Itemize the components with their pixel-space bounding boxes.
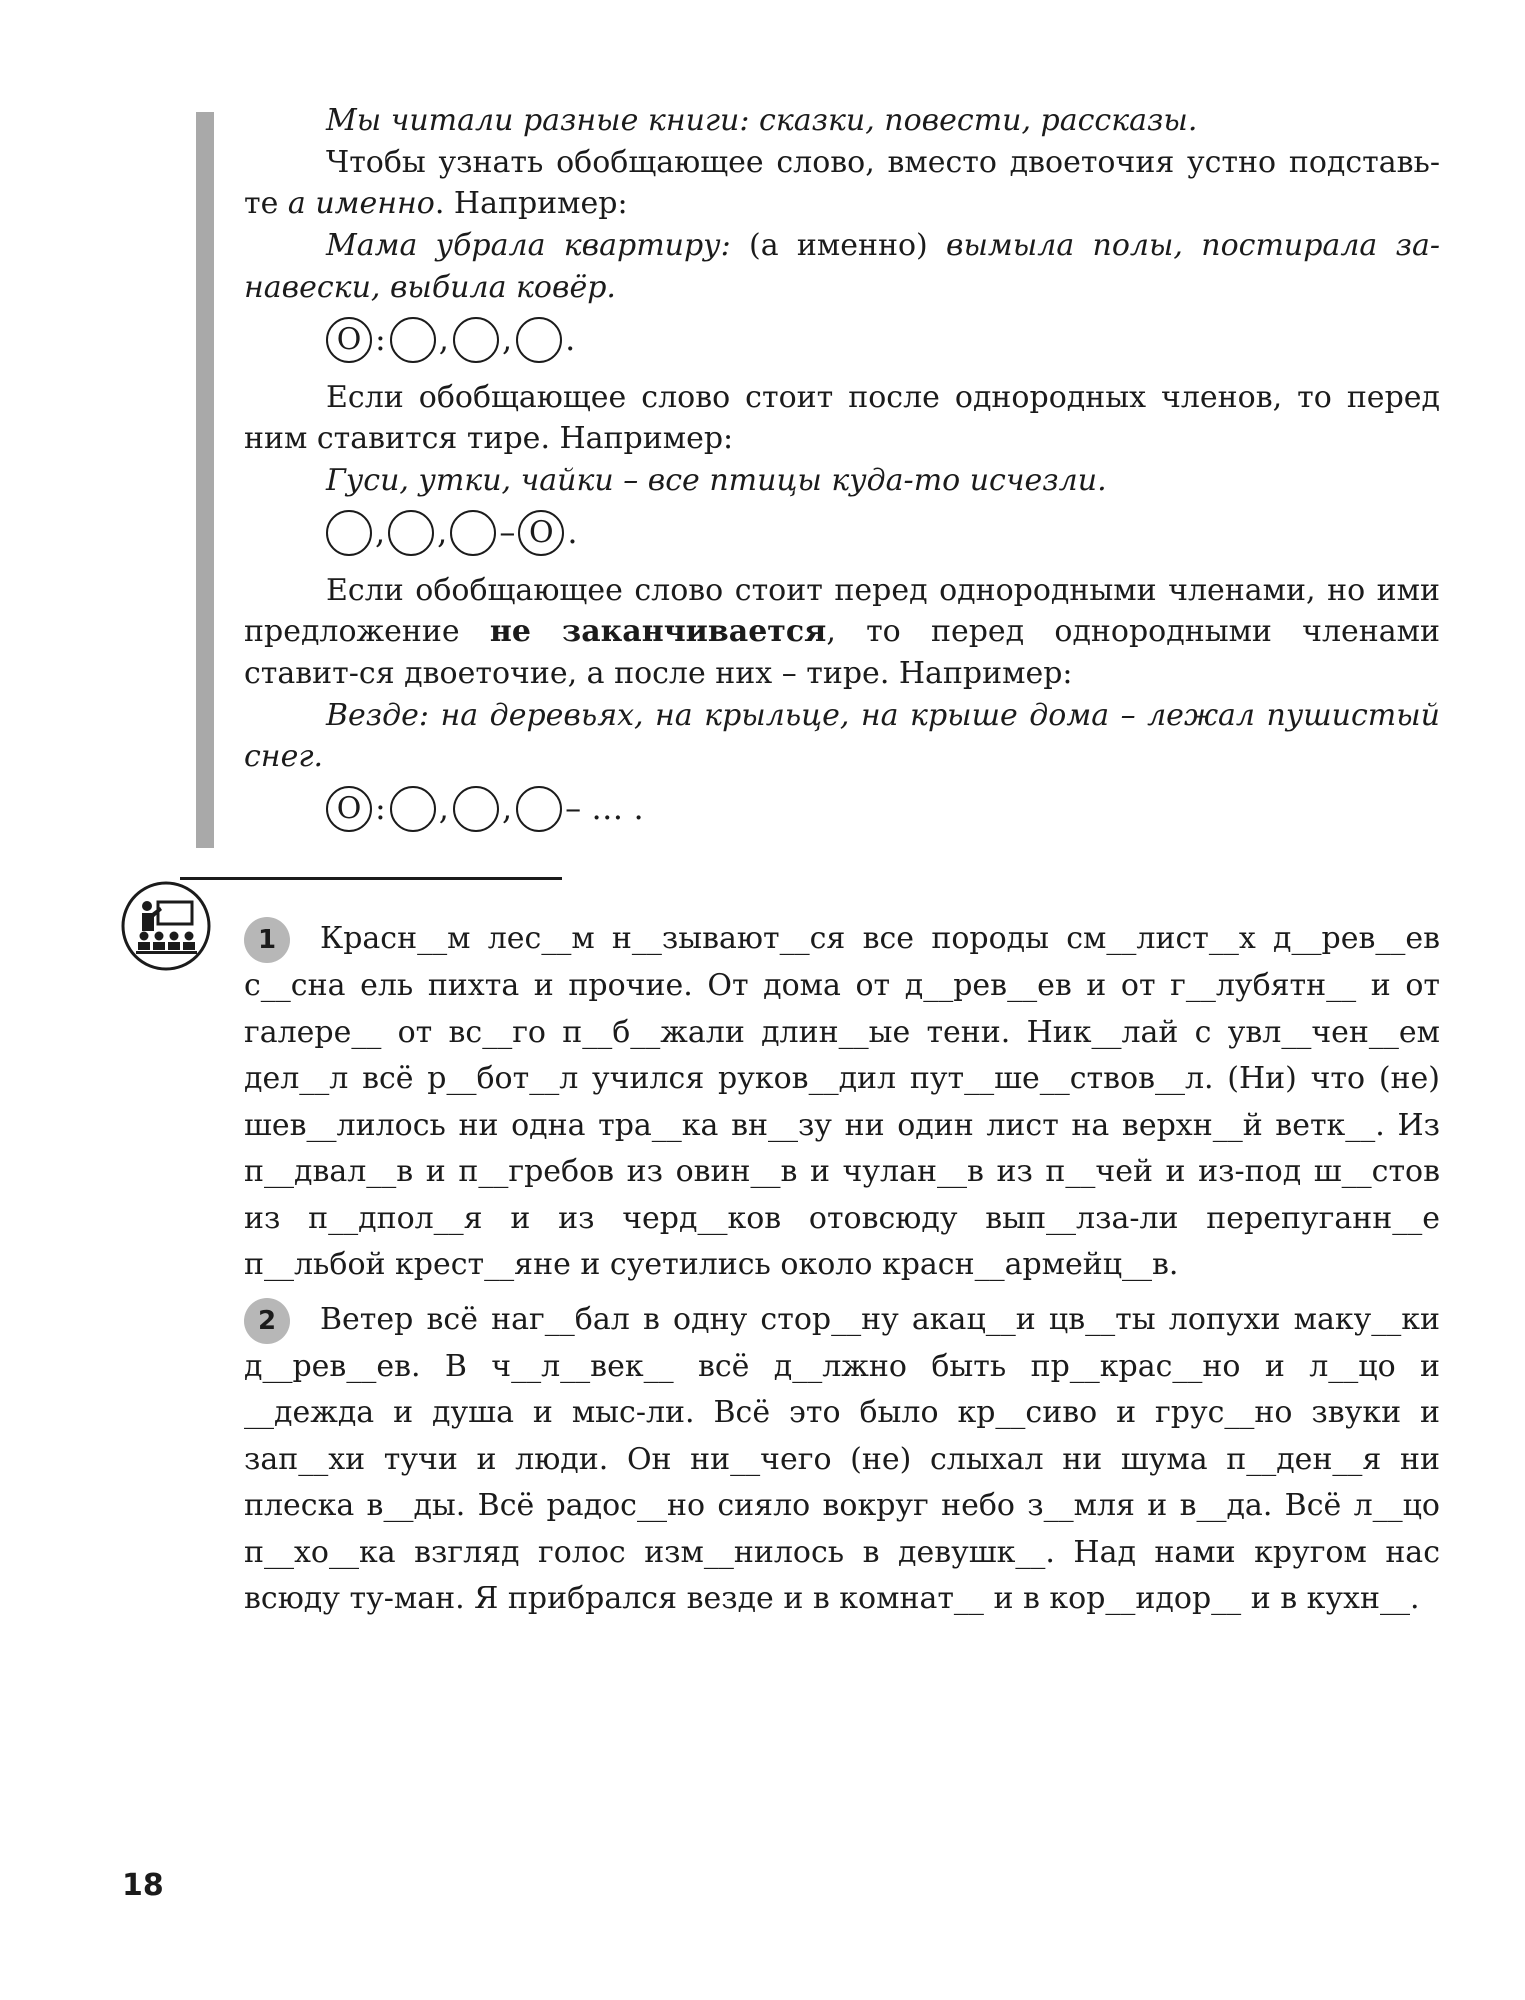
exercise-text: Ветер всё наг__бал в одну стор__ну акац__и цв__ты лопухи маку__ки д__рев__ев. В ч__л__век__ всё д__лжно быть пр__крас__но и л__цо и __дежда и душа и мыс-ли. Всё это было кр__сиво и грус__но звуки и зап__хи тучи и люди. Он ни__чего (не) слыхал ни шума п__ден__я ни плеска в__ды. Всё радос__но сияло вокруг небо з__мля и в__да. Всё л__цо п__хо__ка взгляд голос изм__нилось в девушк__. Над нами кругом нас всюду ту-ман. Я прибрался везде и в комнат__ и в кор__идор__ и в кухн__. — [244, 1301, 1440, 1616]
member-circle — [516, 786, 562, 832]
exercise-number-badge: 1 — [244, 917, 290, 963]
theory-section — [244, 100, 1440, 846]
rule-2: Если обобщающее слово стоит после однородных членов, то перед ним ставится тире. Например: — [244, 379, 1440, 457]
rule-box-bar — [196, 112, 214, 848]
member-circle — [453, 317, 499, 363]
example-sentence-4: Везде: на деревьях, на крыльце, на крыше дома – лежал пушистый снег. — [244, 697, 1440, 775]
scheme-1: О : , , . — [244, 309, 1440, 371]
example-sentence-1: Мы читали разные книги: сказки, повести, рассказы. — [326, 103, 1198, 138]
generalizing-word-circle: О — [326, 317, 372, 363]
member-circle — [390, 786, 436, 832]
member-circle — [390, 317, 436, 363]
member-circle — [326, 510, 372, 556]
classroom-icon — [120, 880, 212, 972]
scheme-3: О : , , – … . — [244, 778, 1440, 840]
exercise-1 — [244, 916, 1440, 1289]
exercise-number-badge: 2 — [244, 1298, 290, 1344]
member-circle — [453, 786, 499, 832]
member-circle — [450, 510, 496, 556]
rule-3: Если обобщающее слово стоит перед однородными членами, но ими предложение не заканчивается, то перед однородными членами ставит-ся двоеточие, а после них – тире. Например: — [244, 572, 1440, 692]
example-sentence-2: Мама убрала квартиру: (а именно) вымыла полы, постирала за-навески, выбила ковёр. — [244, 228, 1440, 305]
page-number: 18 — [122, 1868, 164, 1903]
rule-1: Чтобы узнать обобщающее слово, вместо двоеточия устно подставь-те а именно. Например: — [244, 144, 1440, 222]
scheme-2: , , – О . — [244, 502, 1440, 564]
generalizing-word-circle: О — [326, 786, 372, 832]
member-circle — [516, 317, 562, 363]
generalizing-word-circle: О — [518, 510, 564, 556]
exercise-2 — [244, 1297, 1440, 1623]
exercises-section — [244, 916, 1440, 1631]
example-sentence-3: Гуси, утки, чайки – все птицы куда-то исчезли. — [326, 462, 1107, 498]
section-divider — [180, 877, 562, 880]
member-circle — [388, 510, 434, 556]
exercise-text: Красн__м лес__м н__зывают__ся все породы см__лист__х д__рев__ев с__сна ель пихта и прочие. От дома от д__рев__ев и от г__лубятн__ и от галере__ от вс__го п__б__жали длин__ые тени. Ник__лай с увл__чен__ем дел__л всё р__бот__л учился руков__дил пут__ше__ствов__л. (Ни) что (не) шев__лилось ни одна тра__ка вн__зу ни один лист на верхн__й ветк__. Из п__двал__в и п__гребов из овин__в и чулан__в из п__чей и из-под ш__стов из п__дпол__я и из черд__ков отовсюду вып__лза-ли перепуганн__е п__льбой крест__яне и суетились около красн__армейц__в. — [244, 921, 1440, 1282]
